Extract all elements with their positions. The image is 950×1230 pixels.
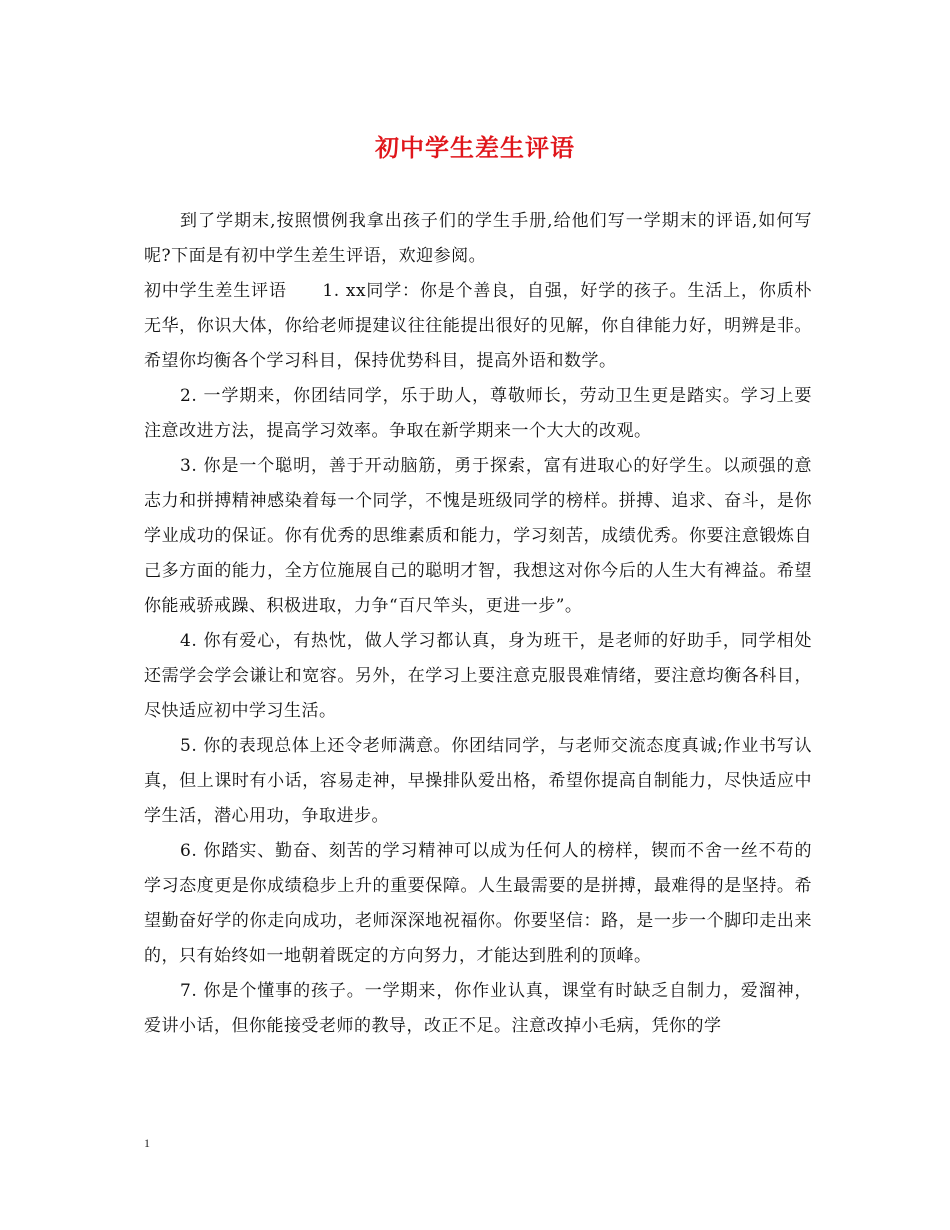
paragraph-comment-5: 5. 你的表现总体上还令老师满意。你团结同学，与老师交流态度真诚;作业书写认真，但上课时有小话，容易走神，早操排队爱出格，希望你提高自制能力，尽快适应中学生活，潜心用功，争取进步。 [144,736,812,826]
paragraph-comment-7: 7. 你是个懂事的孩子。一学期来，你作业认真，课堂有时缺乏自制力，爱溜神，爱讲小话，但你能接受老师的教导，改正不足。注意改掉小毛病，凭你的学 [144,981,812,1036]
paragraph-comment-2: 2. 一学期来，你团结同学，乐于助人，尊敬师长，劳动卫生更是踏实。学习上要注意改进方法，提高学习效率。争取在新学期来一个大大的改观。 [144,386,812,441]
paragraph-comment-4: 4. 你有爱心，有热忱，做人学习都认真，身为班干，是老师的好助手，同学相处还需学会学会谦让和宽容。另外，在学习上要注意克服畏难情绪，要注意均衡各科目，尽快适应初中学习生活。 [144,631,812,721]
document-body [144,204,812,1044]
paragraph-comment-6: 6. 你踏实、勤奋、刻苦的学习精神可以成为任何人的榜样，锲而不舍一丝不苟的学习态度更是你成绩稳步上升的重要保障。人生最需要的是拼搏，最难得的是坚持。希望勤奋好学的你走向成功，老师深深地祝福你。你要坚信：路，是一步一个脚印走出来的，只有始终如一地朝着既定的方向努力，才能达到胜利的顶峰。 [144,841,812,966]
document-title: 初中学生差生评语 [375,133,575,162]
page-number: 1 [144,1136,150,1150]
paragraph-comment-3: 3. 你是一个聪明，善于开动脑筋，勇于探索，富有进取心的好学生。以顽强的意志力和拼搏精神感染着每一个同学，不愧是班级同学的榜样。拼搏、追求、奋斗，是你学业成功的保证。你有优秀的思维素质和能力，学习刻苦，成绩优秀。你要注意锻炼自己多方面的能力，全方位施展自己的聪明才智，我想这对你今后的人生大有裨益。希望你能戒骄戒躁、积极进取，力争“百尺竿头，更进一步”。 [144,456,812,616]
paragraph-comment-1: 初中学生差生评语 1. xx同学：你是个善良，自强，好学的孩子。生活上，你质朴无华，你识大体，你给老师提建议往往能提出很好的见解，你自律能力好，明辨是非。希望你均衡各个学习科目，保持优势科目，提高外语和数学。 [144,281,812,371]
paragraph-intro: 到了学期末,按照惯例我拿出孩子们的学生手册,给他们写一学期末的评语,如何写呢?下面是有初中学生差生评语，欢迎参阅。 [144,211,812,266]
